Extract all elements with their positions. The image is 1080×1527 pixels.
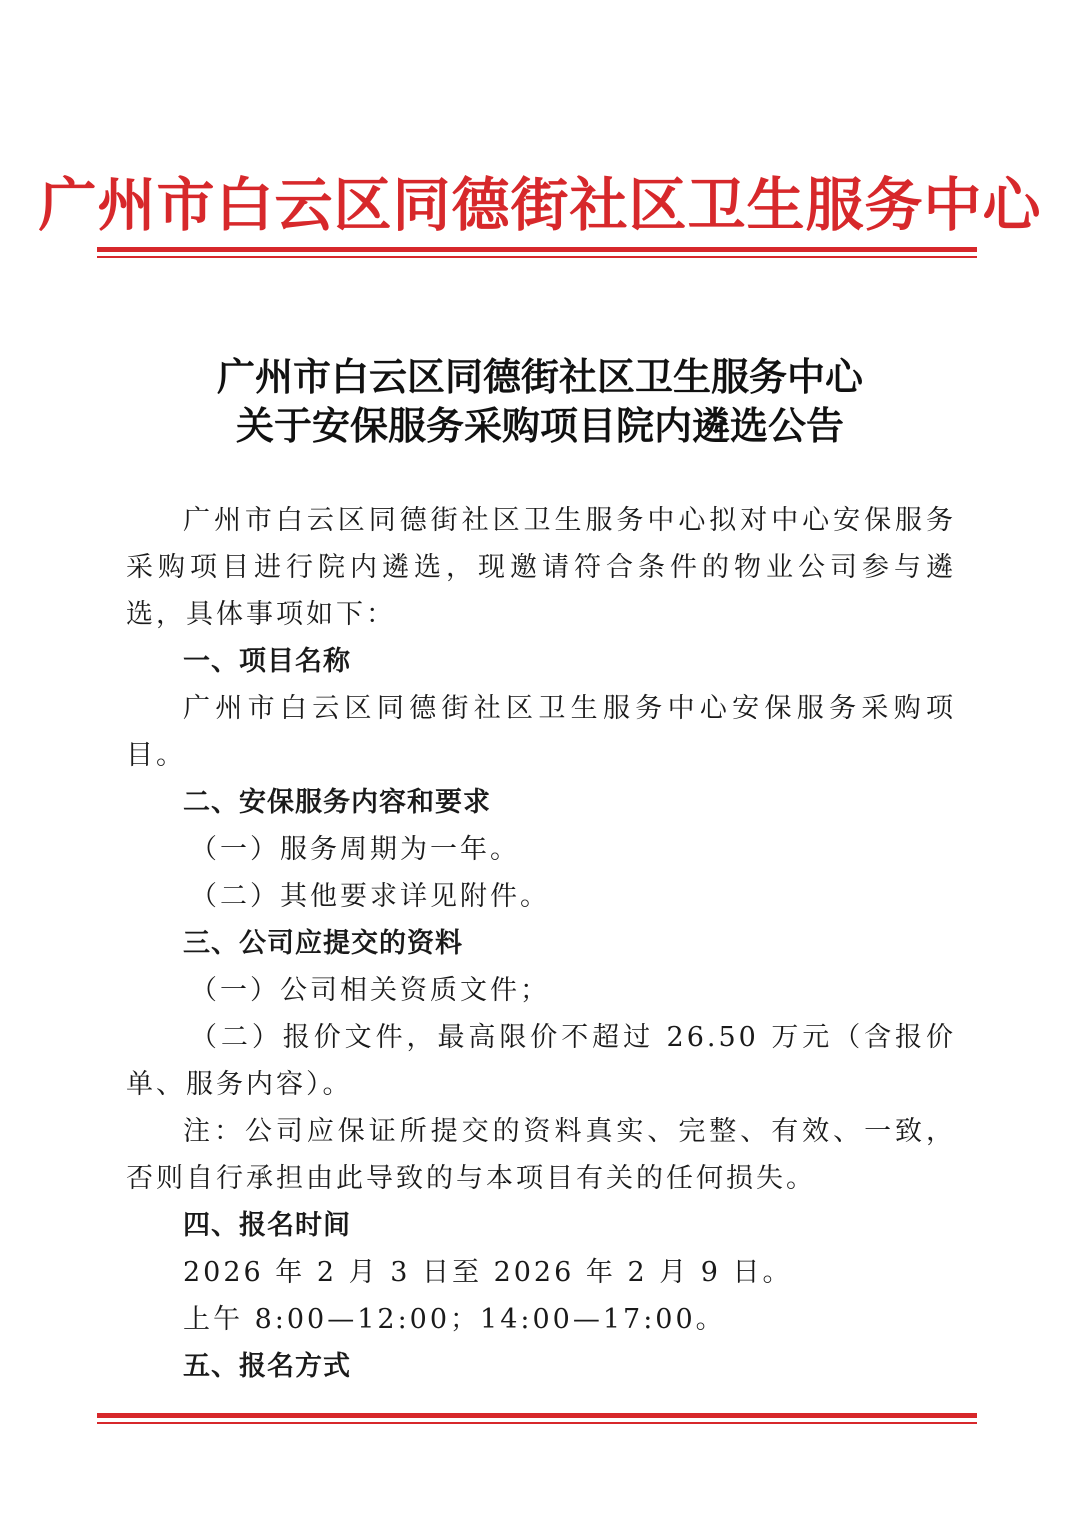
letterhead-red-rule-thin: [97, 256, 977, 258]
footer-red-rule-thin: [97, 1422, 977, 1424]
document-title-line-1: 广州市白云区同德街社区卫生服务中心: [216, 354, 863, 399]
letterhead-org-name: 广州市白云区同德街社区卫生服务中心: [38, 171, 1042, 239]
materials-item-quotation: （二）报价文件，最高限价不超过 26.50 万元（含报价单、服务内容）。: [126, 1022, 956, 1100]
footer-red-rule-thick: [97, 1413, 977, 1418]
intro-paragraph: 广州市白云区同德街社区卫生服务中心拟对中心安保服务采购项目进行院内遴选，现邀请符合条件的物业公司参与遴选，具体事项如下：: [126, 505, 956, 630]
section-heading-materials: 三、公司应提交的资料: [183, 928, 463, 959]
letterhead-red-rule-thick: [97, 247, 977, 252]
section-heading-project-name: 一、项目名称: [183, 646, 351, 677]
section-heading-registration-time: 四、报名时间: [183, 1210, 351, 1241]
document-title-line-2: 关于安保服务采购项目院内遴选公告: [235, 403, 844, 448]
project-name-text: 广州市白云区同德街社区卫生服务中心安保服务采购项目。: [126, 693, 956, 771]
service-item-other: （二）其他要求详见附件。: [190, 881, 550, 912]
materials-item-qualification: （一）公司相关资质文件；: [190, 975, 550, 1006]
section-heading-service-requirements: 二、安保服务内容和要求: [183, 787, 491, 818]
service-item-period: （一）服务周期为一年。: [190, 834, 520, 865]
document-title: [0, 352, 1080, 450]
section-heading-registration-method: 五、报名方式: [183, 1351, 351, 1382]
registration-dates: 2026 年 2 月 3 日至 2026 年 2 月 9 日。: [183, 1257, 793, 1288]
document-body: [126, 497, 956, 1390]
registration-hours: 上午 8:00—12:00；14:00—17:00。: [183, 1304, 726, 1335]
materials-note: 注：公司应保证所提交的资料真实、完整、有效、一致，否则自行承担由此导致的与本项目有关的任何损失。: [126, 1116, 956, 1194]
